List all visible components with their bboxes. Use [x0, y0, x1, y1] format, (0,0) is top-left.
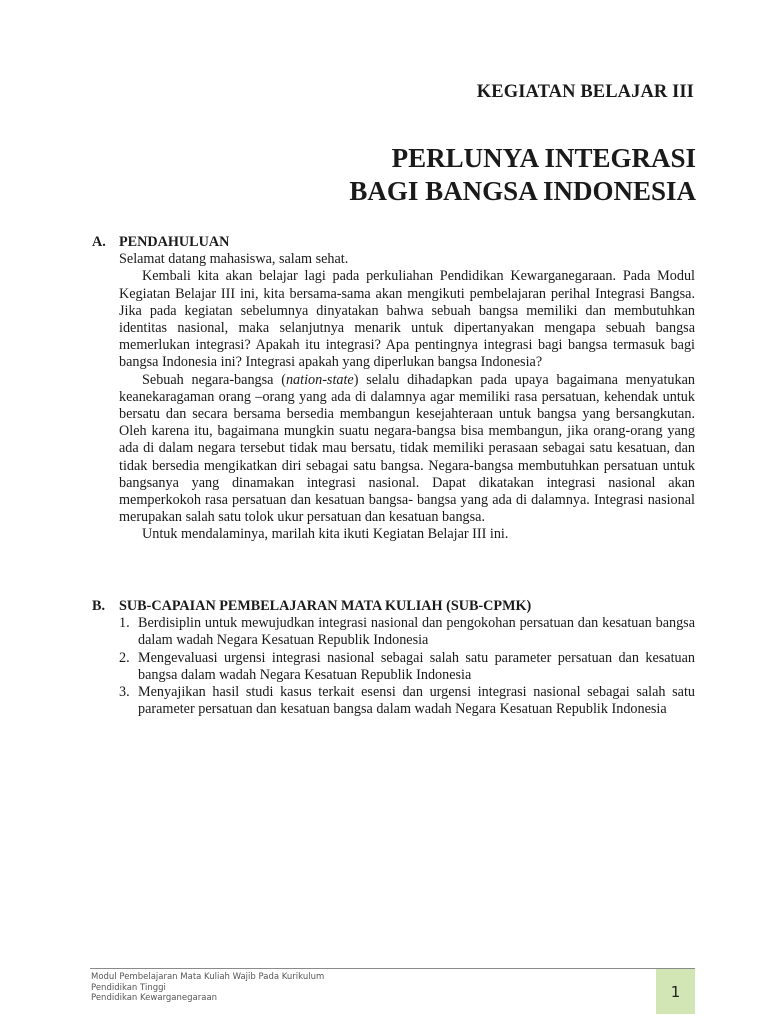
section-heading — [92, 234, 695, 251]
section-letter: A. — [92, 234, 106, 250]
paragraph: Untuk mendalaminya, marilah kita ikuti Kegiatan Belajar III ini. — [142, 526, 509, 543]
footer-line-1: Modul Pembelajaran Mata Kuliah Wajib Pada Kurikulum — [91, 972, 325, 982]
paragraph: Kembali kita akan belajar lagi pada perkuliahan Pendidikan Kewarganegaraan. Pada Modul Kegiatan Belajar III ini, kita bersama-sama akan mengikuti pembelajaran perihal Integrasi Bangsa. Jika pada kegiatan sebelumnya dinyatakan bahwa sebuah bangsa memiliki dan membutuhkan identitas nasional, maka selanjutnya menarik untuk dipertanyakan mengapa sebuah bangsa memerlukan integrasi? Apakah itu integrasi? Apa pentingnya integrasi bagi bangsa termasuk bagi bangsa Indonesia ini? Integrasi apakah yang diperlukan bangsa Indonesia? — [119, 268, 695, 371]
section-heading-text: SUB-CAPAIAN PEMBELAJARAN MATA KULIAH (SUB-CPMK) — [119, 598, 532, 614]
list-item-text: Berdisiplin untuk mewujudkan integrasi nasional dan pengokohan persatuan dan kesatuan bangsa dalam wadah Negara Kesatuan Republik Indonesia — [138, 615, 695, 649]
cpmk-list — [92, 615, 695, 718]
list-number: 3. — [119, 684, 130, 701]
section-heading — [92, 598, 695, 615]
list-item-text: Menyajikan hasil studi kasus terkait esensi dan urgensi integrasi nasional sebagai salah satu parameter persatuan dan kesatuan bangsa dalam wadah Negara Kesatuan Republik Indonesia — [138, 684, 695, 718]
title-line-2: BAGI BANGSA INDONESIA — [349, 176, 696, 206]
page-title — [349, 142, 696, 208]
title-line-1: PERLUNYA INTEGRASI — [391, 143, 696, 173]
footer-line-2: Pendidikan Tinggi — [91, 982, 166, 993]
section-heading-text: PENDAHULUAN — [119, 234, 230, 250]
footer-caption — [91, 972, 391, 1024]
activity-label: KEGIATAN BELAJAR III — [476, 82, 694, 102]
italic-term: nation-state — [285, 371, 354, 388]
list-item — [119, 684, 695, 718]
greeting-text: Selamat datang mahasiswa, salam sehat. — [119, 251, 349, 268]
paragraph-text: Sebuah negara-bangsa ( — [142, 371, 286, 388]
footer-divider — [90, 968, 695, 969]
paragraph-text: ) selalu dihadapkan pada upaya bagaimana menyatukan keanekaragaman orang –orang yang ada di dalamnya agar memiliki rasa persatuan, kehendak untuk bersatu dan secara bersama bersedia membangun kesejahteraan untuk bangsa yang bersangkutan. Oleh karena itu, bagaimana mungkin suatu negara-bangsa bisa membangun, jika orang-orang yang ada di dalam negara tersebut tidak mau bersatu, tidak memiliki perasaan sebagai satu kesatuan, dan tidak bersedia mengikatkan diri sebagai satu bangsa. Negara-bangsa membutuhkan persatuan untuk bangsanya yang dinamakan integrasi nasional. Dapat dikatakan integrasi nasional akan memperkokoh rasa persatuan dan kesatuan bangsa- bangsa yang ada di dalamnya. Integrasi nasional merupakan salah satu tolok ukur persatuan dan kesatuan bangsa. — [119, 371, 695, 526]
list-item-text: Mengevaluasi urgensi integrasi nasional sebagai salah satu parameter persatuan dan kesatuan bangsa dalam wadah Negara Kesatuan Republik Indonesia — [138, 649, 695, 683]
section-sub-cpmk — [92, 598, 695, 718]
list-item — [119, 650, 695, 684]
section-introduction — [92, 234, 695, 544]
section-letter: B. — [92, 598, 106, 614]
list-number: 1. — [119, 615, 130, 632]
list-number: 2. — [119, 649, 130, 666]
footer-line-3: Pendidikan Kewarganegaraan — [91, 993, 218, 1003]
paragraph — [119, 372, 695, 527]
page-number: 1 — [670, 982, 681, 1001]
page-number-badge — [656, 969, 695, 1014]
section-body — [119, 251, 695, 543]
list-item — [119, 615, 695, 649]
